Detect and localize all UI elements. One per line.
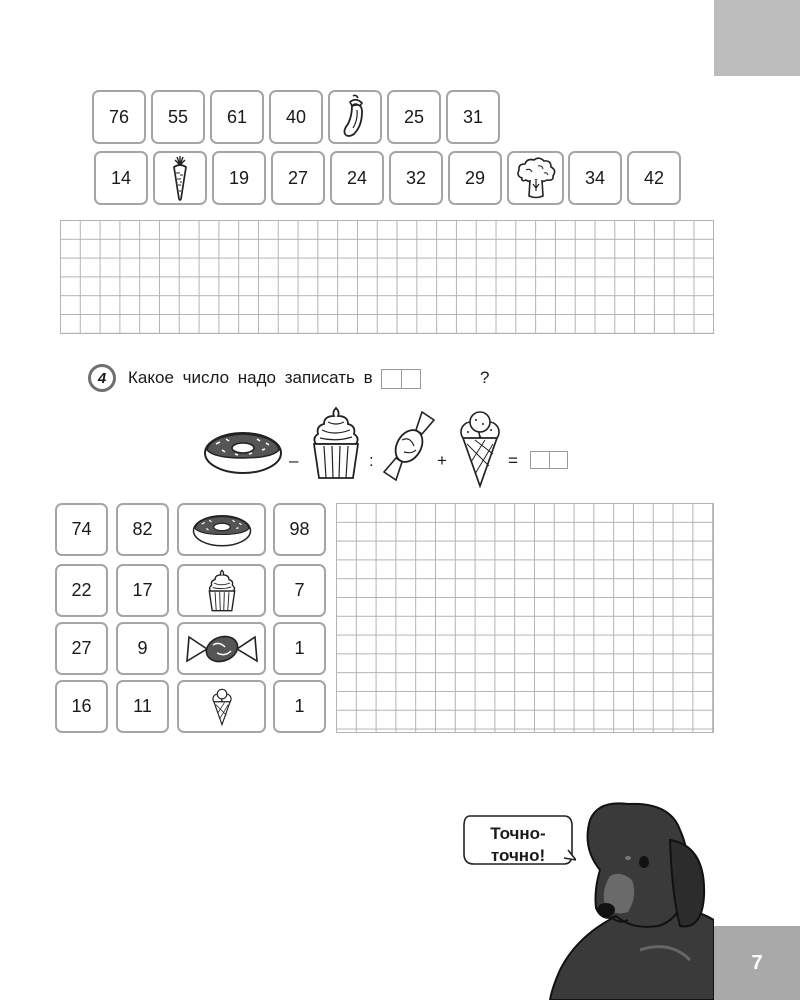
key-number-tile: 22 [55,564,108,617]
number-tile: 27 [271,151,325,205]
answer-box-equation [530,451,568,469]
key-number-tile: 1 [273,680,326,733]
key-number-tile: 74 [55,503,108,556]
key-icon-tile [177,680,266,733]
operator-equals: = [508,451,518,470]
carrot-icon [168,155,192,201]
key-number-tile: 98 [273,503,326,556]
speech-line-1: Точно- [490,824,546,843]
dog-illustration [520,800,714,1000]
squared-grid-top [60,220,714,334]
donut-icon [191,512,253,548]
key-number-tile: 17 [116,564,169,617]
number-tile: 29 [448,151,502,205]
number-tile: 32 [389,151,443,205]
number-tile: 76 [92,90,146,144]
number-tile: 40 [269,90,323,144]
page-number: 7 [714,926,800,1000]
broccoli-icon [514,156,558,200]
key-number-tile: 1 [273,622,326,675]
task-question-text: Какое число надо записать в [128,368,373,387]
squared-grid-bottom [336,503,714,733]
key-icon-tile [177,503,266,556]
number-tile: 25 [387,90,441,144]
candy-icon [382,410,436,482]
key-icon-tile [177,622,266,675]
cupcake-icon [310,406,362,480]
key-icon-tile [177,564,266,617]
number-tile: 19 [212,151,266,205]
number-tile: 34 [568,151,622,205]
speech-line-2: точно! [490,846,546,865]
task-question [128,368,421,389]
operator-divide: : [369,451,374,470]
key-number-tile: 82 [116,503,169,556]
task-number: 4 [88,364,116,392]
key-number-tile: 27 [55,622,108,675]
key-number-tile: 16 [55,680,108,733]
operator-plus: + [437,451,447,470]
key-number-tile: 11 [116,680,169,733]
number-tile: 42 [627,151,681,205]
corner-tab-top [714,0,800,76]
number-tile: 31 [446,90,500,144]
broccoli-tile [507,151,564,205]
ice-cream-icon [211,687,233,727]
number-tile: 61 [210,90,264,144]
eggplant-tile [328,90,382,144]
carrot-tile [153,151,207,205]
question-mark: ? [480,368,490,387]
key-number-tile: 9 [116,622,169,675]
number-tile: 14 [94,151,148,205]
key-number-tile: 7 [273,564,326,617]
cupcake-icon [207,569,237,612]
operator-minus: – [289,451,299,470]
candy-icon [185,629,259,669]
answer-box-inline [381,369,421,389]
eggplant-icon [340,94,370,140]
number-tile: 55 [151,90,205,144]
ice-cream-icon [457,410,503,488]
number-tile: 24 [330,151,384,205]
donut-icon [202,428,284,476]
